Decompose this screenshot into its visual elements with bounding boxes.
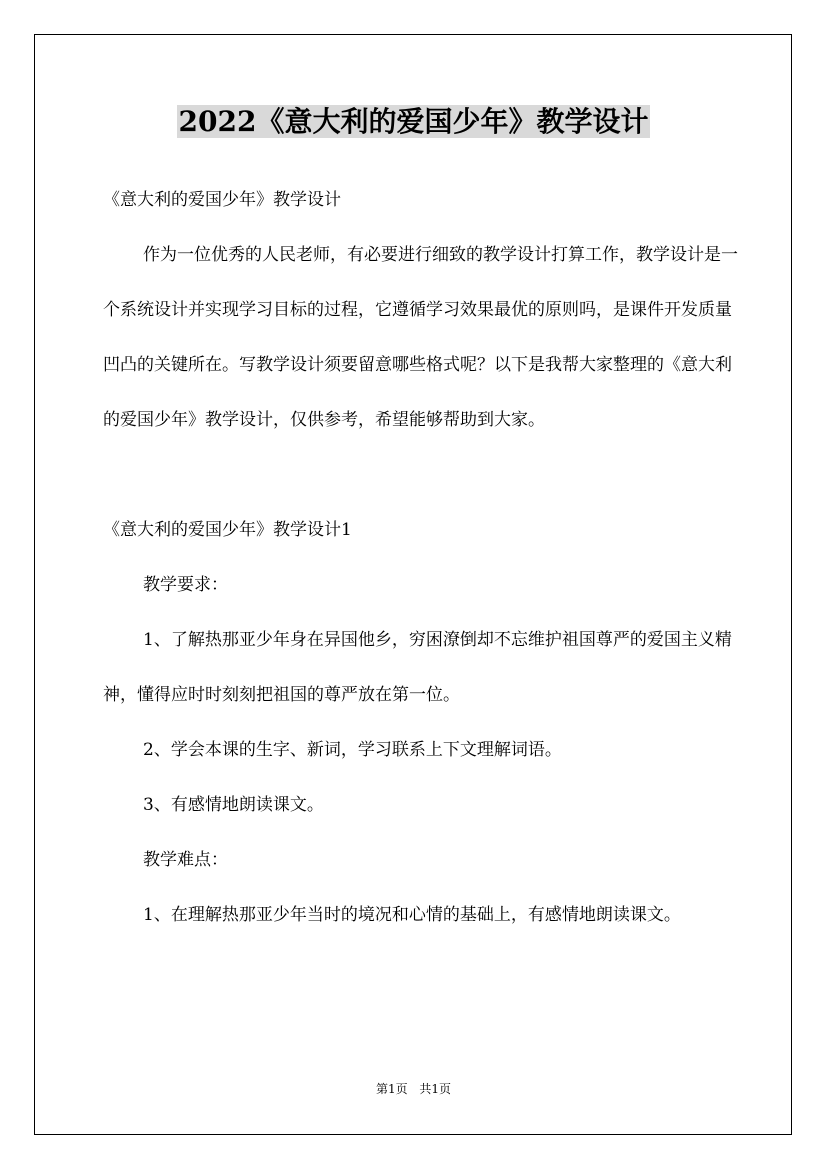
requirements-label: 教学要求： <box>143 575 228 595</box>
document-body <box>103 173 743 943</box>
intro-paragraph: 作为一位优秀的人民老师，有必要进行细致的教学设计打算工作，教学设计是一个系统设计并实现学习目标的过程，它遵循学习效果最优的原则吗，是课件开发质量凹凸的关键所在。写教学设计须要留意哪些格式呢？以下是我帮大家整理的《意大利的爱国少年》教学设计，仅供参考，希望能够帮助到大家。 <box>103 245 738 430</box>
page-number: 第1页 <box>375 1082 408 1096</box>
requirement-item: 2、学会本课的生字、新词，学习联系上下文理解词语。 <box>143 740 562 760</box>
page-total: 共1页 <box>419 1082 452 1096</box>
requirement-item: 1、了解热那亚少年身在异国他乡，穷困潦倒却不忘维护祖国尊严的爱国主义精神，懂得应时时刻刻把祖国的尊严放在第一位。 <box>103 630 732 705</box>
section-heading: 《意大利的爱国少年》教学设计1 <box>103 520 352 540</box>
document-title-block <box>0 100 827 144</box>
subtitle: 《意大利的爱国少年》教学设计 <box>103 190 341 210</box>
difficulties-label: 教学难点： <box>143 850 228 870</box>
page-footer <box>0 1080 827 1097</box>
requirement-item: 3、有感情地朗读课文。 <box>143 795 324 815</box>
difficulty-item: 1、在理解热那亚少年当时的境况和心情的基础上，有感情地朗读课文。 <box>143 905 681 925</box>
spacer <box>103 448 743 503</box>
document-title: 2022《意大利的爱国少年》教学设计 <box>178 105 649 138</box>
